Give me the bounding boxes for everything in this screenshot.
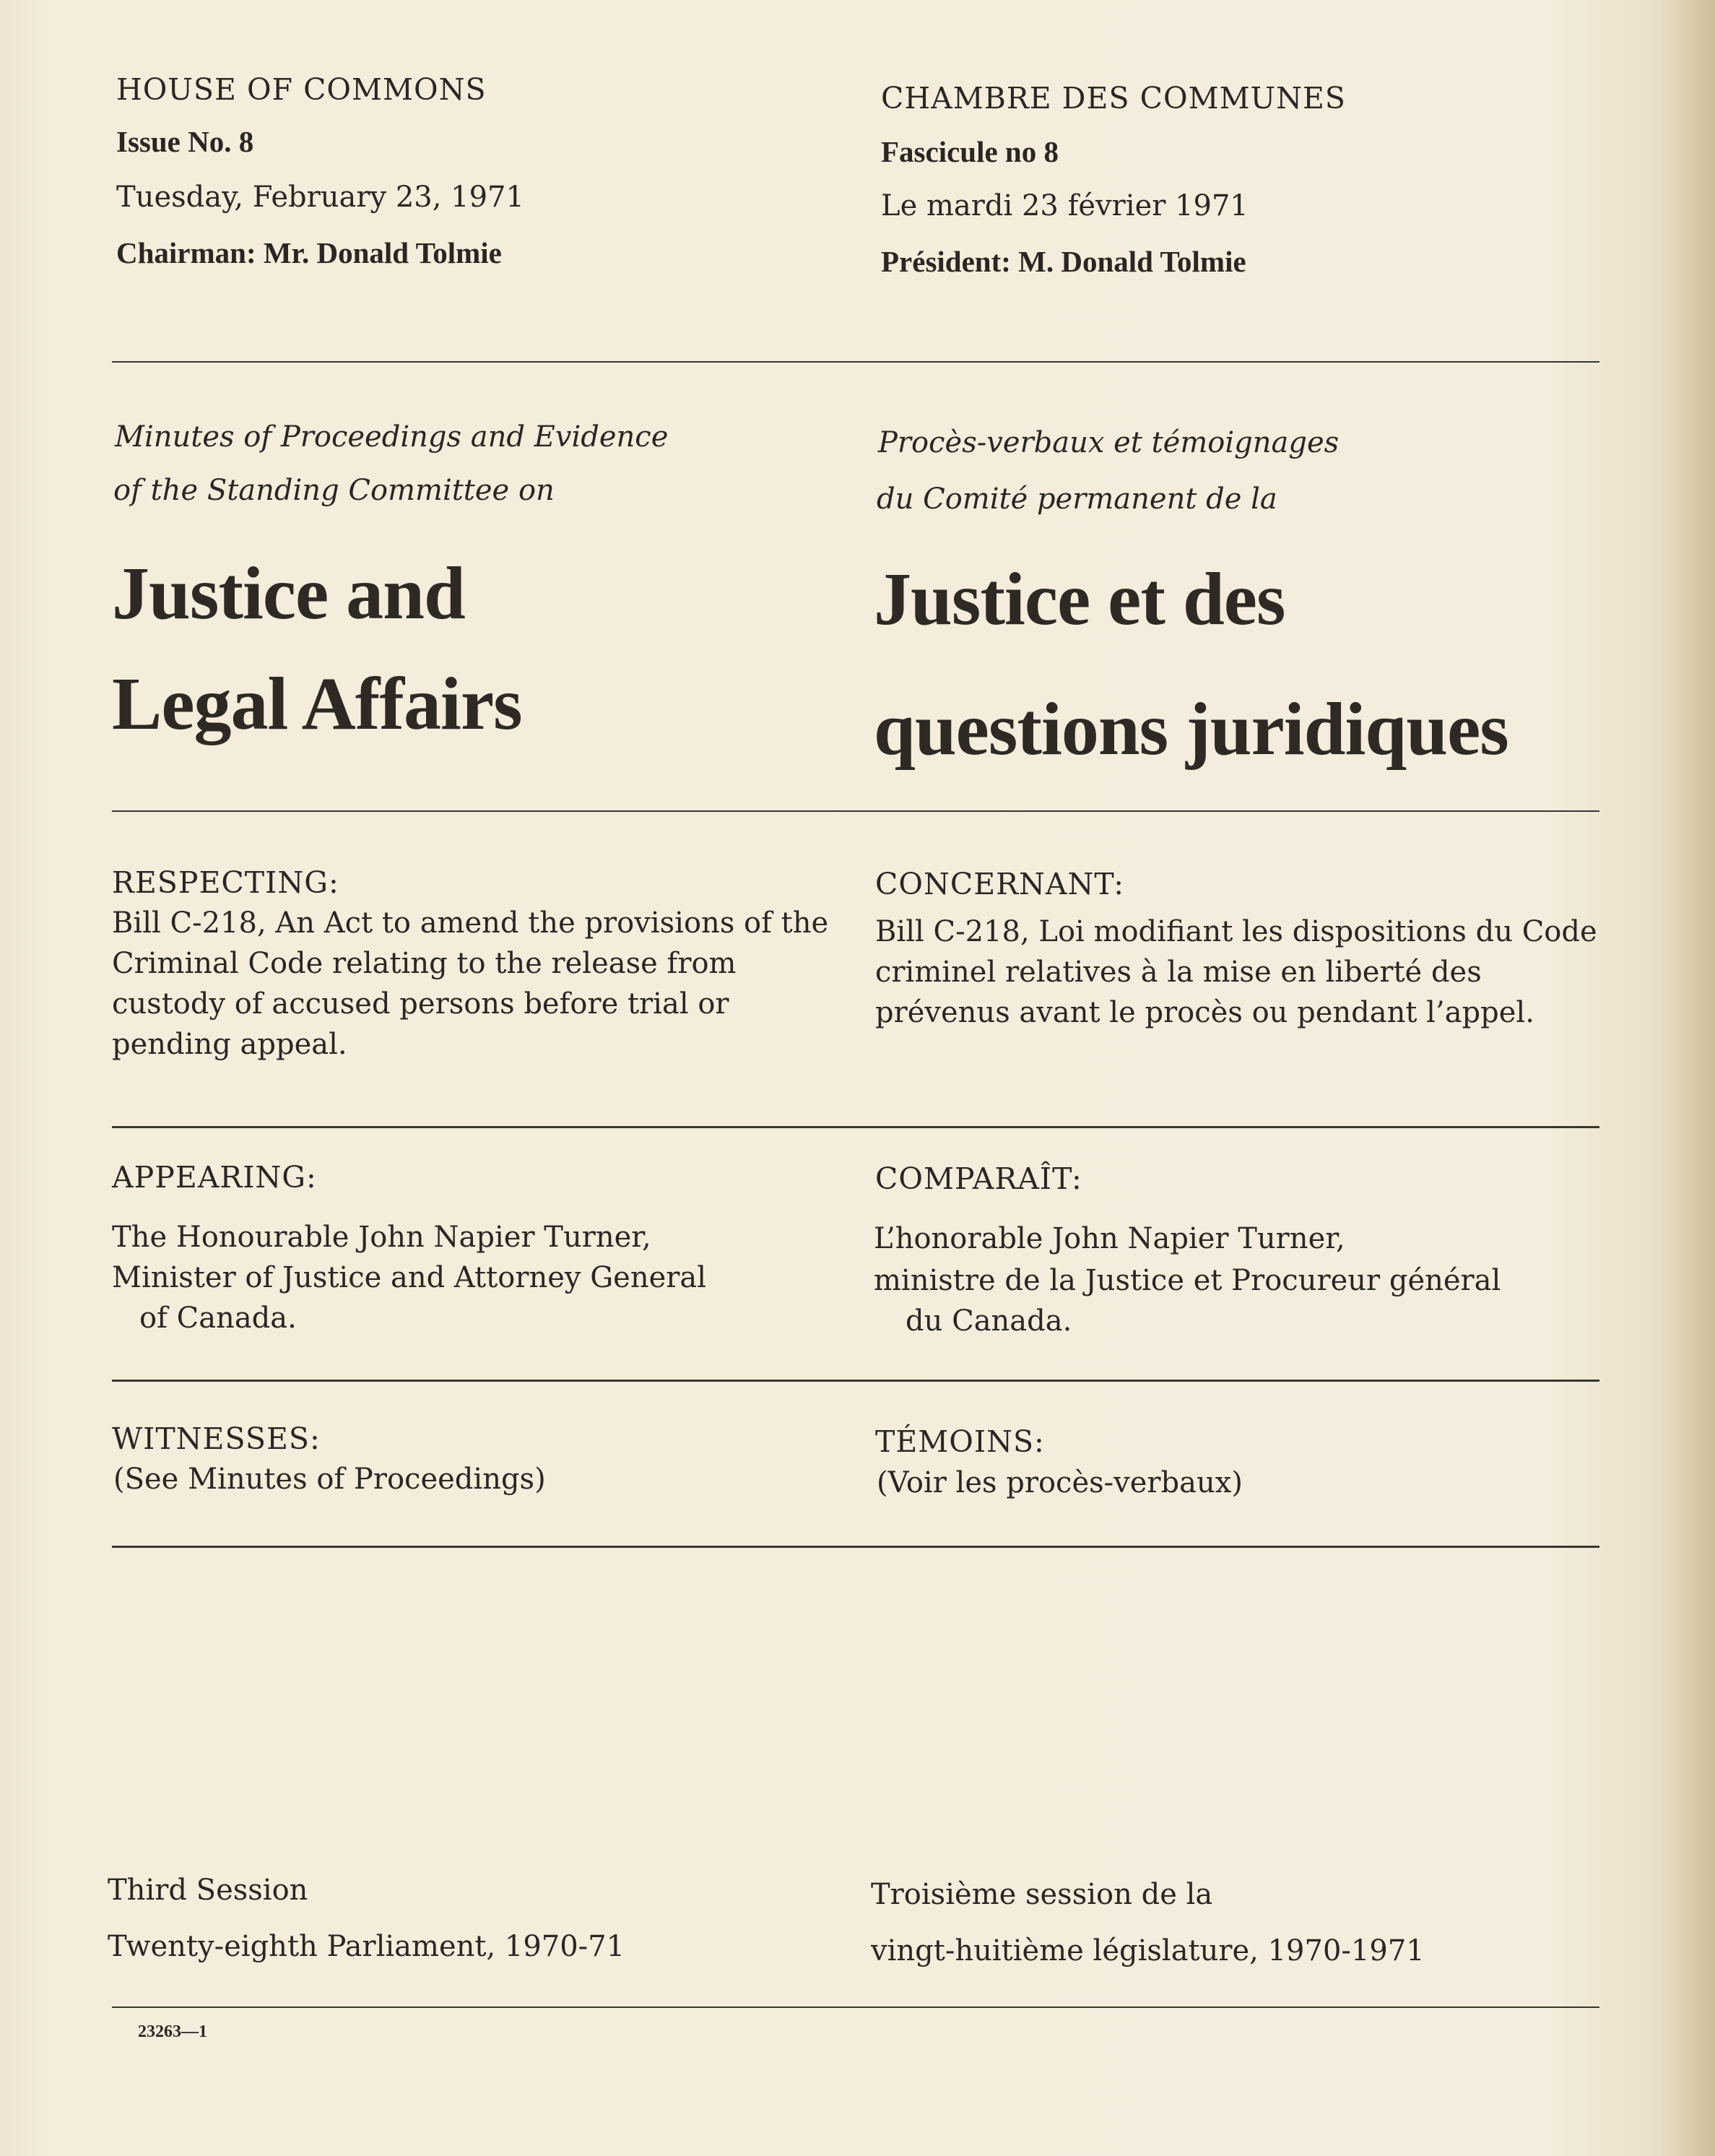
fascicule-number: Fascicule no 8 [881,135,1059,168]
house-of-commons-heading: HOUSE OF COMMONS [116,72,487,107]
divider-title [112,810,1599,812]
session: Third Session [108,1874,308,1907]
proces-verbaux-line-1: Procès-verbaux et témoignages [878,426,1340,459]
chambre-des-communes-heading: CHAMBRE DES COMMUNES [881,81,1346,116]
committee-title-line-1: Justice and [112,552,465,635]
president: Président: M. Donald Tolmie [881,245,1246,278]
chairman: Chairman: Mr. Donald Tolmie [116,236,502,269]
divider-appearing [112,1380,1599,1382]
appearing-line-3: of Canada. [139,1302,297,1335]
comparait-line-1: L’honorable John Napier Turner, [874,1222,1345,1255]
comite-title-line-1: Justice et des [874,558,1285,641]
parliament: Twenty-eighth Parliament, 1970-71 [108,1930,625,1963]
divider-respecting [112,1126,1599,1128]
minutes-line-1: Minutes of Proceedings and Evidence [115,420,669,454]
page-edge [1661,0,1715,2156]
divider-witnesses [112,1546,1599,1548]
comparait-line-2: ministre de la Justice et Procureur général [874,1264,1501,1297]
comite-title-line-2: questions juridiques [874,688,1508,771]
proces-verbaux-line-2: du Comité permanent de la [877,482,1277,516]
comparait-line-3: du Canada. [906,1304,1072,1338]
comparait-heading: COMPARAÎT: [875,1161,1082,1196]
issue-date: Tuesday, February 23, 1971 [116,181,524,214]
appearing-line-2: Minister of Justice and Attorney General [112,1261,707,1294]
committee-title-line-2: Legal Affairs [112,662,522,745]
concernant-text: Bill C-218, Loi modifiant les dispositions du Code criminel relatives à la mise en liberté des prévenus avant le procès ou pendant l’appel. [875,915,1597,1029]
appearing-line-1: The Honourable John Napier Turner, [112,1221,651,1254]
divider-header [112,361,1599,363]
legislature: vingt-huitième législature, 1970-1971 [871,1934,1425,1967]
divider-footer [112,2006,1599,2008]
temoins-heading: TÉMOINS: [875,1424,1045,1459]
witnesses-heading: WITNESSES: [112,1421,321,1456]
appearing-heading: APPEARING: [112,1160,317,1195]
print-code: 23263—1 [138,2022,207,2041]
respecting-heading: RESPECTING: [112,865,339,900]
issue-number: Issue No. 8 [116,125,254,158]
concernant-heading: CONCERNANT: [875,867,1125,901]
witnesses-text: (See Minutes of Proceedings) [113,1463,546,1496]
fascicule-date: Le mardi 23 février 1971 [881,189,1249,222]
temoins-text: (Voir les procès-verbaux) [877,1466,1243,1499]
troisieme-session: Troisième session de la [871,1878,1213,1911]
minutes-line-2: of the Standing Committee on [113,474,555,507]
respecting-text: Bill C-218, An Act to amend the provisions of the Criminal Code relating to the release from custody of accused persons before trial or pending appeal. [112,906,829,1061]
